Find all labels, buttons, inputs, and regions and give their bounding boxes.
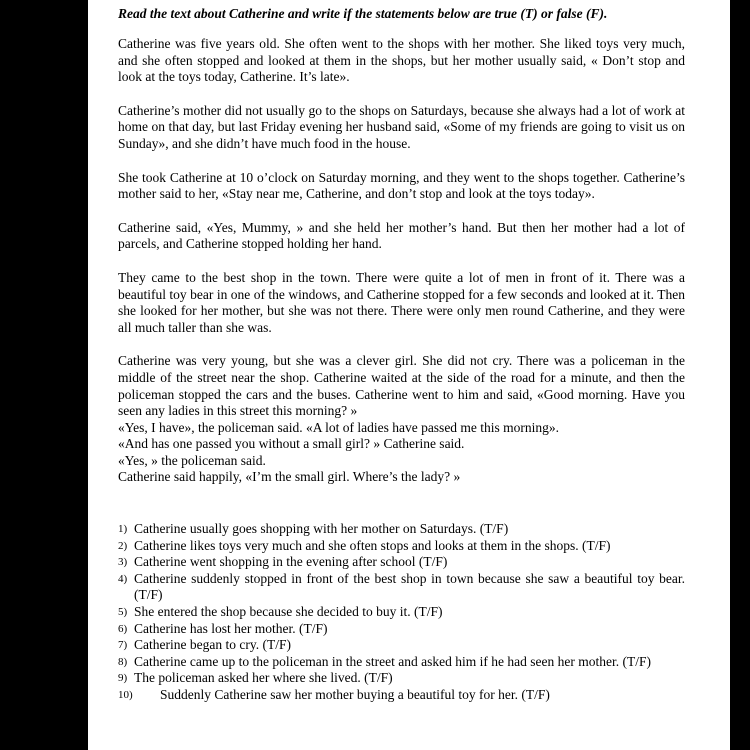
statement-item xyxy=(118,538,685,555)
statement-number: 10) xyxy=(118,689,133,701)
statement-text: Suddenly Catherine saw her mother buying a beautiful toy for her. (T/F) xyxy=(160,687,550,702)
statement-text: Catherine went shopping in the evening after school (T/F) xyxy=(134,554,448,570)
statement-item xyxy=(118,554,685,571)
statement-text: Catherine usually goes shopping with her mother on Saturdays. (T/F) xyxy=(134,521,509,537)
statement-number: 8) xyxy=(118,655,128,668)
document-content xyxy=(118,6,685,704)
story-paragraph-5: They came to the best shop in the town. There were quite a lot of men in front of it. There was a beautiful toy bear in one of the windows, and Catherine stopped for a few seconds and looked at it. Then she looked for her mother, but she was not there. There were only men round Catherine, and they were all much taller than she was. xyxy=(118,269,685,335)
statement-text: The policeman asked her where she lived. (T/F) xyxy=(134,670,393,686)
statement-item xyxy=(118,604,685,621)
statement-number: 6) xyxy=(118,622,128,635)
story-dialogue xyxy=(118,353,685,486)
statement-item xyxy=(118,687,685,704)
dialogue-line-3: «And has one passed you without a small girl? » Catherine said. xyxy=(118,436,465,452)
statement-item xyxy=(118,571,685,604)
statement-text: Catherine came up to the policeman in the street and asked him if he had seen her mother. (T/F) xyxy=(134,653,651,669)
statement-item xyxy=(118,670,685,687)
story-paragraph-3: She took Catherine at 10 o’clock on Saturday morning, and they went to the shops together. Catherine’s mother said to her, «Stay near me, Catherine, and don’t stop and look at the toys today». xyxy=(118,169,685,202)
statement-number: 3) xyxy=(118,556,128,569)
statement-number: 9) xyxy=(118,672,128,685)
statement-text: Catherine began to cry. (T/F) xyxy=(134,637,291,653)
statement-number: 4) xyxy=(118,572,128,585)
dialogue-line-1: Catherine was very young, but she was a clever girl. She did not cry. There was a policeman in the middle of the street near the shop. Catherine waited at the side of the road for a minute, and then the policeman stopped the cars and the buses. Catherine went to him and said, «Good morning. Have you seen any ladies in this street this morning? » xyxy=(118,353,685,419)
statement-item xyxy=(118,621,685,638)
statement-item xyxy=(118,521,685,538)
dialogue-line-4: «Yes, » the policeman said. xyxy=(118,452,266,468)
statement-text: Catherine has lost her mother. (T/F) xyxy=(134,620,328,636)
statement-number: 7) xyxy=(118,639,128,652)
document-page xyxy=(88,0,730,750)
dialogue-line-5: Catherine said happily, «I’m the small girl. Where’s the lady? » xyxy=(118,469,461,485)
statement-text: She entered the shop because she decided to buy it. (T/F) xyxy=(134,604,443,620)
statement-list xyxy=(118,521,685,704)
story-paragraph-1: Catherine was five years old. She often went to the shops with her mother. She liked toys very much, and she often stopped and looked at them in the shops, but her mother usually said, « Don’t stop and look at the toys today, Catherine. It’s late». xyxy=(118,36,685,85)
statement-text: Catherine likes toys very much and she often stops and looks at them in the shops. (T/F) xyxy=(134,537,611,553)
statement-number: 2) xyxy=(118,539,128,552)
statement-number: 1) xyxy=(118,523,128,536)
statement-item xyxy=(118,637,685,654)
statement-number: 5) xyxy=(118,606,128,619)
statement-text: Catherine suddenly stopped in front of the best shop in town because she saw a beautiful toy bear. (T/F) xyxy=(134,570,685,603)
statement-item xyxy=(118,654,685,671)
story-paragraph-4: Catherine said, «Yes, Mummy, » and she held her mother’s hand. But then her mother had a lot of parcels, and Catherine stopped holding her hand. xyxy=(118,219,685,252)
story-paragraph-2: Catherine’s mother did not usually go to the shops on Saturdays, because she always had a lot of work at home on that day, but last Friday evening her husband said, «Some of my friends are going to visit us on Sunday», and she didn’t have much food in the house. xyxy=(118,102,685,151)
dialogue-line-2: «Yes, I have», the policeman said. «A lot of ladies have passed me this morning». xyxy=(118,419,560,435)
instructions-title: Read the text about Catherine and write if the statements below are true (T) or false (F). xyxy=(118,6,608,21)
